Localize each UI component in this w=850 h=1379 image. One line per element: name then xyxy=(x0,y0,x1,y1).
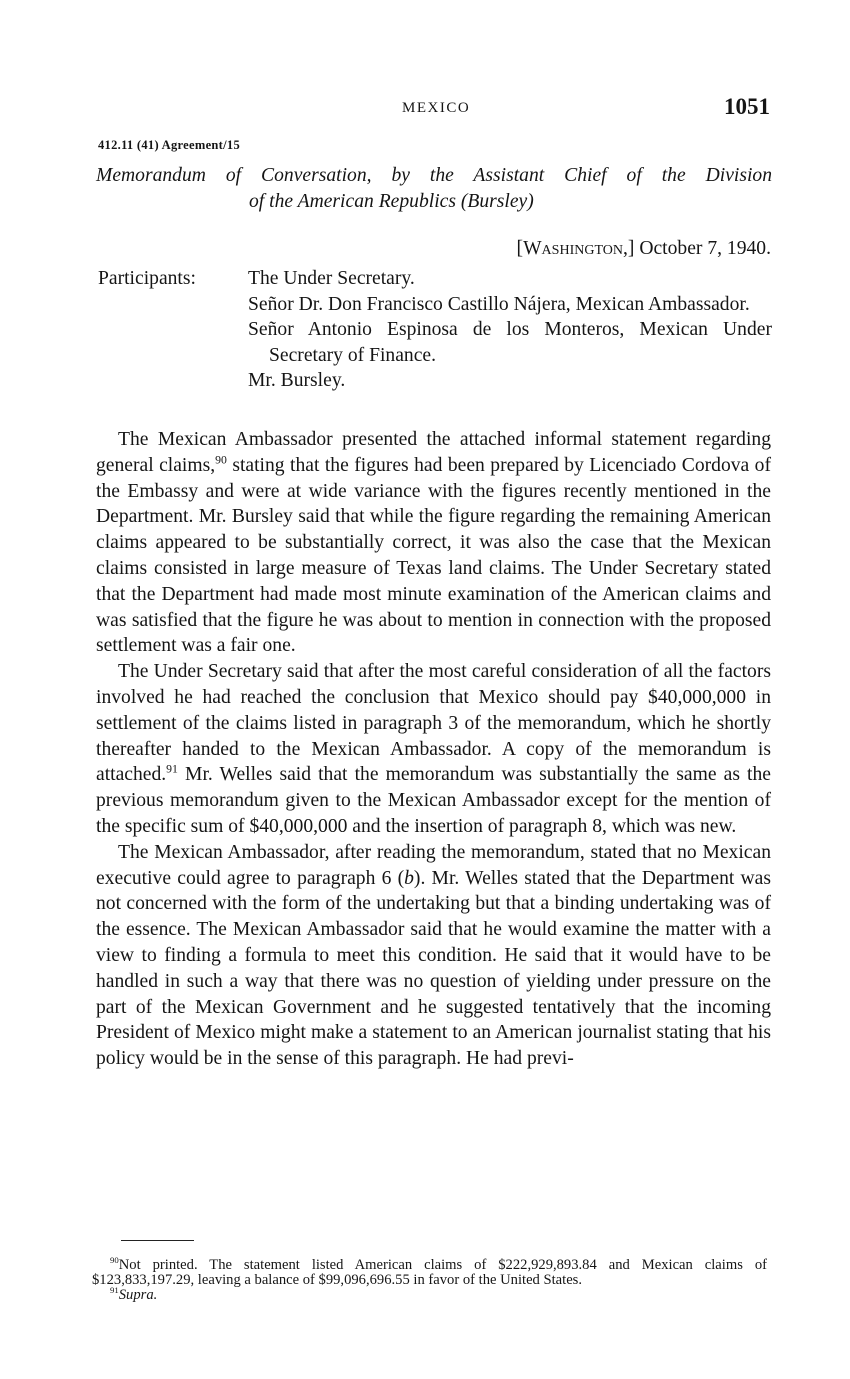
p1-text-b: stating that the figures had been prepared by Licenciado Cordova of the Embassy and were at wide variance with the figures recently mentioned in the Department. Mr. Bursley said that while the figure regarding the remaining American claims appeared to be substantially correct, it was also the case that the Mexican claims consisted in large measure of Texas land claims. The Under Secretary stated that the Department had made most minute examination of the American claims and was satisfied that the figure he was about to mention in connection with the proposed settlement was a fair one. xyxy=(96,454,771,657)
body-paragraph-3 xyxy=(96,840,771,1072)
p3-text-b: ). Mr. Welles stated that the Department was not concerned with the form of the undertaking but that a binding undertaking was of the essence. The Mexican Ambassador said that he would examine the matter with a view to finding a formula to meet this condition. He said that it would have to be handled in such a way that there was no question of yielding under pressure on the part of the Mexican Government and he suggested tentatively that the incoming President of Mexico might make a statement to an American journalist stating that his policy would be in the sense of this paragraph. He had previ- xyxy=(96,867,771,1070)
p1-text-a: The Mexican Ambassador presented the attached informal statement regarding general claims, xyxy=(96,429,771,476)
participants-list xyxy=(248,266,772,394)
p3-italic-b: b xyxy=(404,867,414,889)
participant-entry: Señor Antonio Espinosa de los Monteros, Mexican Under Secretary of Finance. xyxy=(248,319,772,366)
memorandum-body xyxy=(96,427,771,1072)
footnote-text: Supra. xyxy=(118,1287,158,1303)
title-line-2: of the American Republics (Bursley) xyxy=(249,191,534,212)
document-title xyxy=(96,163,772,215)
running-title: MEXICO xyxy=(402,100,471,116)
participant-entry: Mr. Bursley. xyxy=(248,370,346,391)
footnote-91 xyxy=(92,1285,767,1303)
footnote-90 xyxy=(92,1255,767,1288)
file-number: 412.11 (41) Agreement/15 xyxy=(98,138,241,152)
footnote-text: Not printed. The statement listed American claims of $222,929,893.84 and Mexican claims of $123,833,197.29, leaving a balance of $99,096,696.55 in favor of the United States. xyxy=(92,1257,767,1288)
footnote-ref-91: 91 xyxy=(166,762,178,776)
dateline: [Washington,] October 7, 1940. xyxy=(516,238,771,259)
p3-text-a: The Mexican Ambassador, after reading the memorandum, stated that no Mexican executive could agree to paragraph 6 ( xyxy=(96,841,771,889)
participants-label: Participants: xyxy=(98,268,196,289)
dateline-date: October 7, 1940. xyxy=(639,238,771,259)
p2-text-b: Mr. Welles said that the memorandum was substantially the same as the previous memorandum given to the Mexican Ambassador except for the mention of the specific sum of $40,000,000 and the insertion of paragraph 8, which was new. xyxy=(96,764,771,837)
footnote-divider xyxy=(121,1240,194,1241)
participant-entry: The Under Secretary. xyxy=(248,268,415,289)
running-head xyxy=(0,94,850,124)
body-paragraph-1 xyxy=(96,427,771,659)
footnotes xyxy=(92,1255,767,1303)
title-line-1: Memorandum of Conversation, by the Assistant Chief of the Division xyxy=(96,165,772,186)
participant-entry: Señor Dr. Don Francisco Castillo Nájera, Mexican Ambassador. xyxy=(248,293,750,315)
dateline-place: Washington, xyxy=(523,238,628,259)
footnote-ref-90: 90 xyxy=(215,453,227,467)
p2-text-a: The Under Secretary said that after the most careful consideration of all the factors involved he had reached the conclusion that Mexico should pay $40,000,000 in settlement of the claims listed in paragraph 3 of the memorandum, which he shortly thereafter handed to the Mexican Ambassador. A copy of the memorandum is attached. xyxy=(96,661,771,786)
footnote-marker: 91 xyxy=(110,1285,119,1296)
page-number: 1051 xyxy=(724,94,770,119)
participants-block xyxy=(98,266,772,394)
body-paragraph-2 xyxy=(96,659,771,840)
footnote-marker: 90 xyxy=(110,1255,119,1266)
